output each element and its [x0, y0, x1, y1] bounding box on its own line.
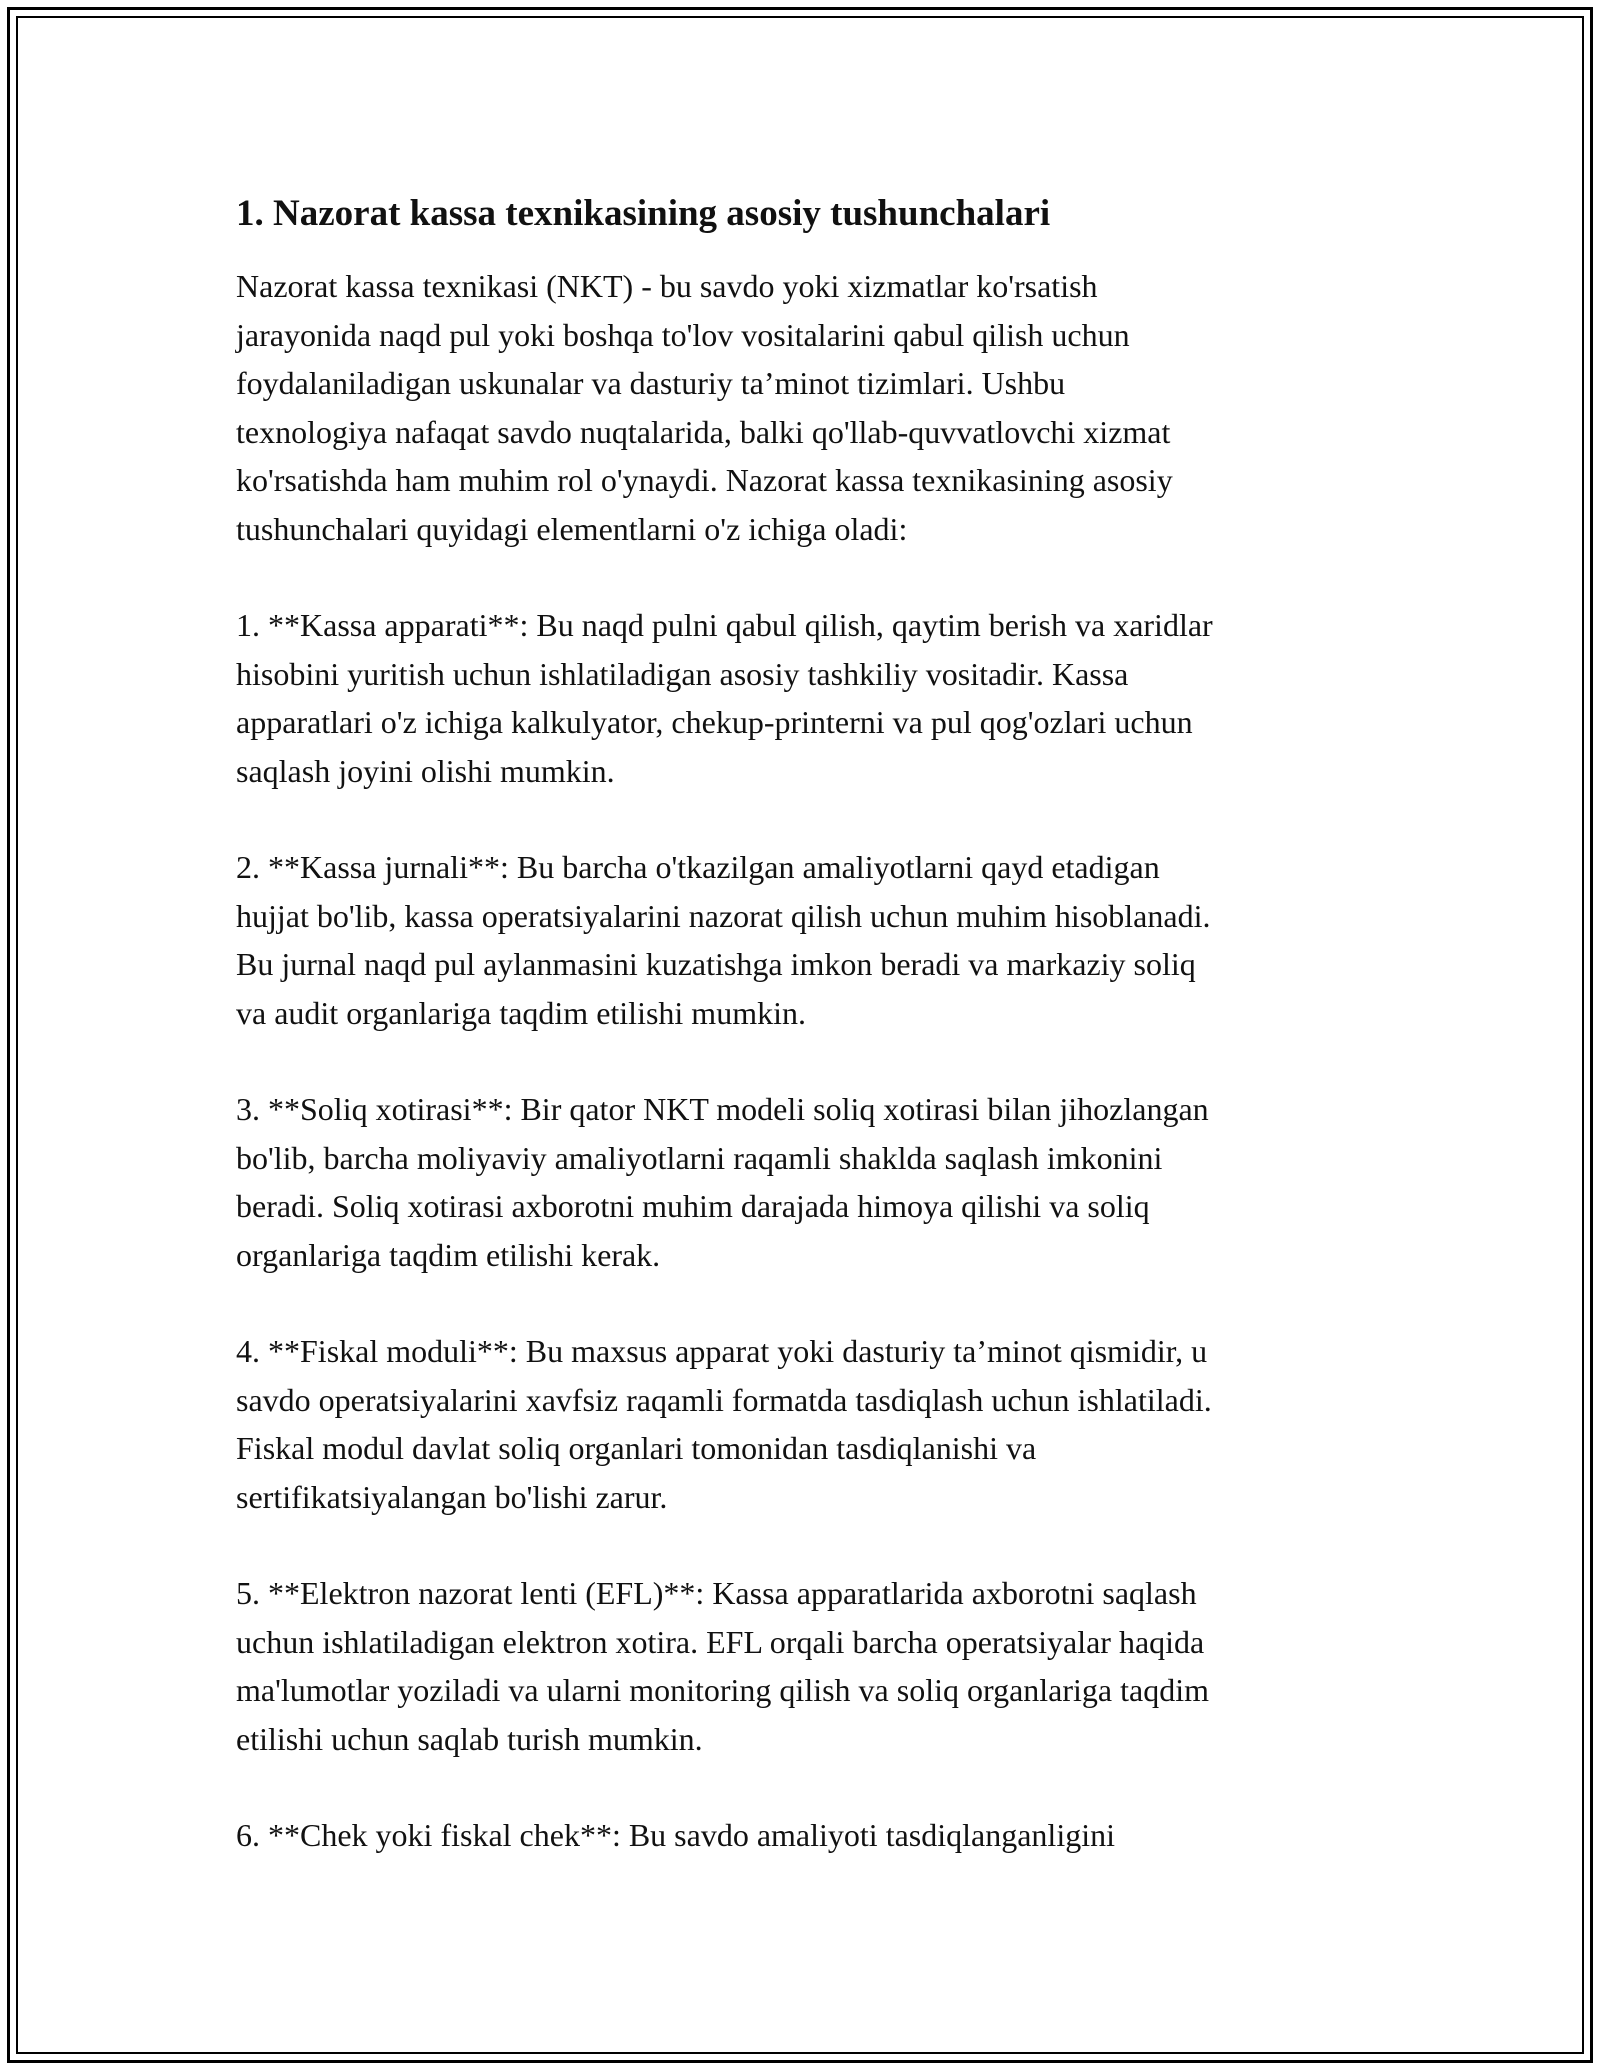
document-body — [236, 188, 1376, 1908]
section-heading: 1. Nazorat kassa texnikasining asosiy tushunchalari — [236, 193, 1051, 234]
intro-paragraph: Nazorat kassa texnikasi (NKT) - bu savdo yoki xizmatlar ko'rsatish jarayonida naqd pul yoki boshqa to'lov vositalarini qabul qilish uchun foydalaniladigan uskunalar va dasturiy ta’minot tizimlari. Ushbu texnologiya nafaqat savdo nuqtalarida, balki qo'llab-quvvatlovchi xizmat ko'rsatishda ham muhim rol o'ynaydi. Nazorat kassa texnikasining asosiy tushunchalari quyidagi elementlarni o'z ichiga oladi: — [236, 268, 1173, 547]
list-item-kassa-jurnali: 2. **Kassa jurnali**: Bu barcha o'tkazilgan amaliyotlarni qayd etadigan hujjat bo'lib, kassa operatsiyalarini nazorat qilish uchun muhim hisoblanadi. Bu jurnal naqd pul aylanmasini kuzatishga imkon beradi va markaziy soliq va audit organlariga taqdim etilishi mumkin. — [236, 849, 1211, 1031]
list-item-fiskal-moduli: 4. **Fiskal moduli**: Bu maxsus apparat yoki dasturiy ta’minot qismidir, u savdo operatsiyalarini xavfsiz raqamli formatda tasdiqlash uchun ishlatiladi. Fiskal modul davlat soliq organlari tomonidan tasdiqlanishi va sertifikatsiyalangan bo'lishi zarur. — [236, 1333, 1212, 1515]
list-item-fiskal-chek: 6. **Chek yoki fiskal chek**: Bu savdo amaliyoti tasdiqlanganligini — [236, 1817, 1115, 1853]
list-item-kassa-apparati: 1. **Kassa apparati**: Bu naqd pulni qabul qilish, qaytim berish va xaridlar hisobini yuritish uchun ishlatiladigan asosiy tashkiliy vositadir. Kassa apparatlari o'z ichiga kalkulyator, chekup-printerni va pul qog'ozlari uchun saqlash joyini olishi mumkin. — [236, 607, 1213, 789]
list-item-soliq-xotirasi: 3. **Soliq xotirasi**: Bir qator NKT modeli soliq xotirasi bilan jihozlangan bo'lib, barcha moliyaviy amaliyotlarni raqamli shaklda saqlash imkonini beradi. Soliq xotirasi axborotni muhim darajada himoya qilishi va soliq organlariga taqdim etilishi kerak. — [236, 1091, 1209, 1273]
list-item-elektron-nazorat-lenti: 5. **Elektron nazorat lenti (EFL)**: Kassa apparatlarida axborotni saqlash uchun ishlatiladigan elektron xotira. EFL orqali barcha operatsiyalar haqida ma'lumotlar yoziladi va ularni monitoring qilish va soliq organlariga taqdim etilishi uchun saqlab turish mumkin. — [236, 1575, 1209, 1757]
